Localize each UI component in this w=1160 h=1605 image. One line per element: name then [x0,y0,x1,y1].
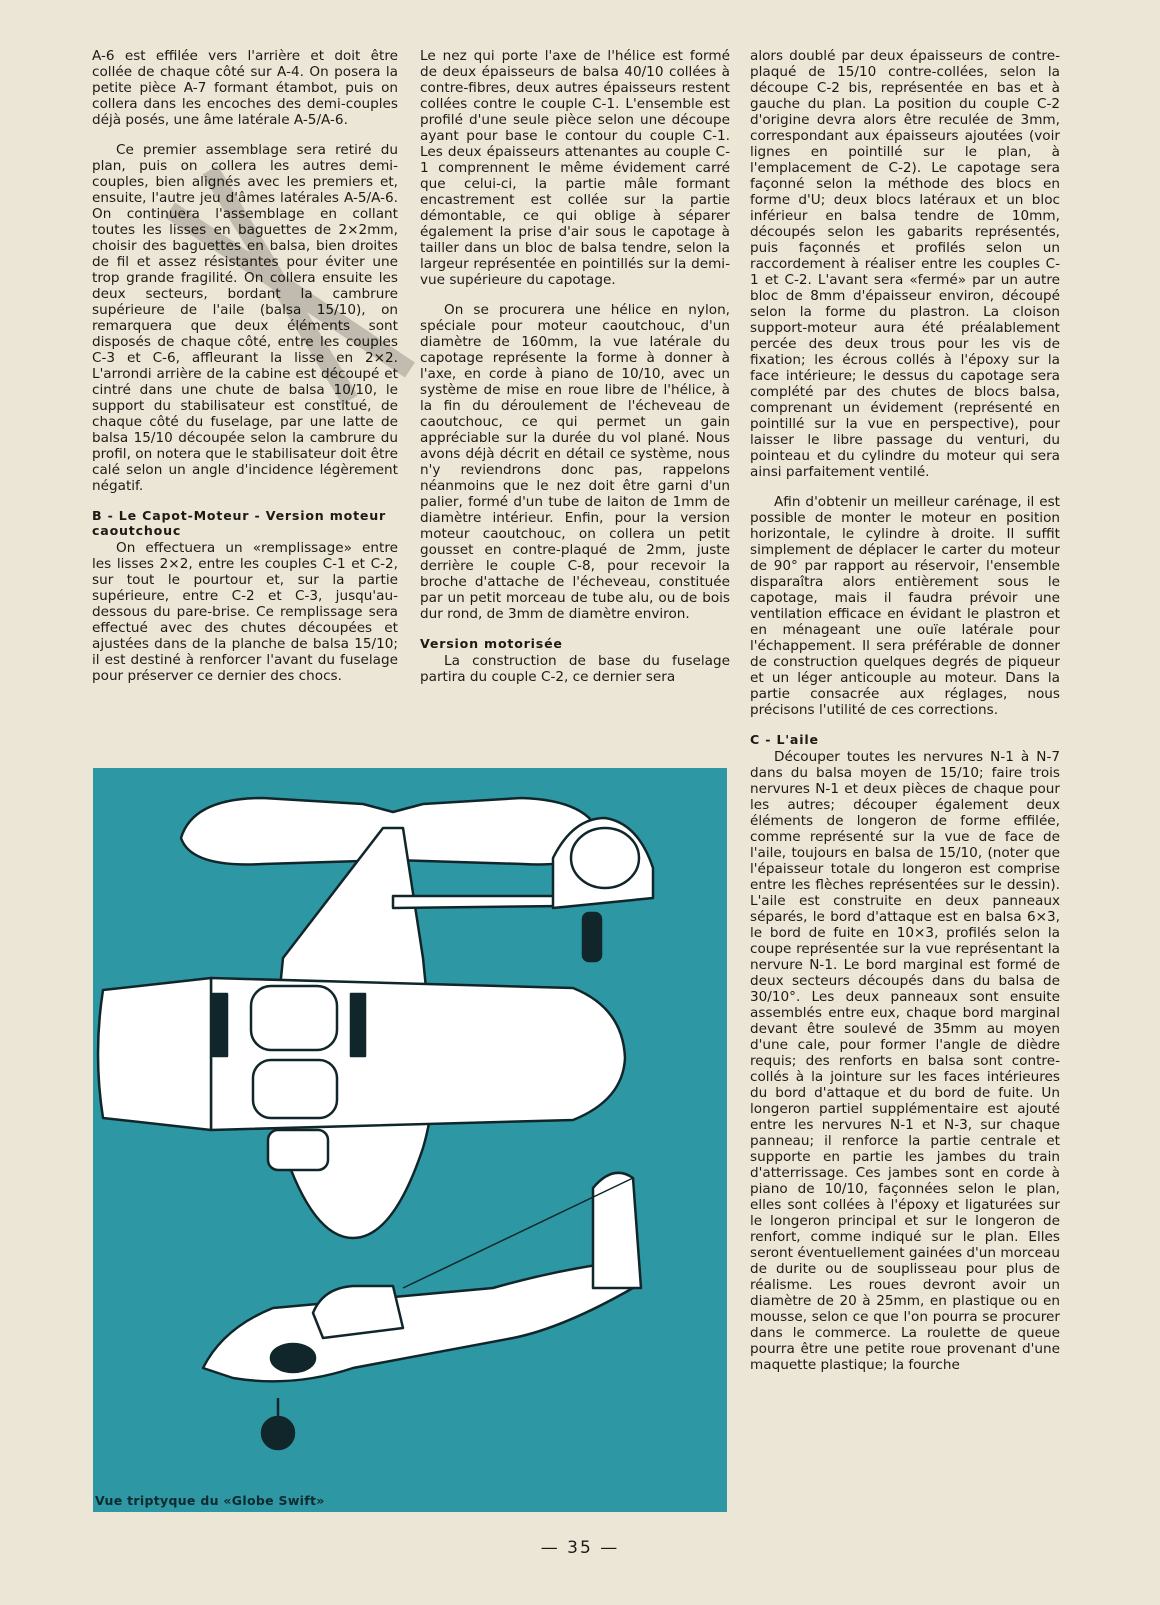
paragraph: On effectuera un «remplissage» entre les lisses 2×2, entre les couples C-1 et C-2, sur tout le pourtour et, sur la partie supérieure, entre C-2 et C-3, jusqu'au-dessous du pare-brise. Ce remplissage sera effectué avec des chutes découpées et ajustées dans de la planche de balsa 15/10; il est destiné à renforcer l'avant du fuselage pour préserver ce dernier des chocs. [92,540,398,684]
fin-side-view [593,1173,641,1288]
page-number: — 35 — [540,1538,620,1558]
paragraph: alors doublé par deux épaisseurs de contre-plaqué de 15/10 contre-collées, selon la découpe C-2 bis, représentée en bas et à gauche du plan. La position du couple C-2 d'origine devra alors être reculée de 3mm, correspondant aux épaisseurs ajoutées (voir lignes en pointillé sur le plan, à l'emplacement de C-2). Le capotage sera façonné selon la méthode des blocs en forme d'U; deux blocs latéraux et un bloc inférieur en balsa tendre de 10mm, découpés selon les gabarits représentés, puis façonnés et profilés selon un raccordement à réaliser entre les couples C-1 et C-2. L'avant sera «fermé» par un autre bloc de 8mm d'épaisseur environ, découpé selon la forme du plastron. La cloison support-moteur aura été préalablement percée des deux trous pour les vis de fixation; les écrous collés à l'époxy sur la face intérieure; le dessus du capotage sera complété par des chutes de blocs balsa, comprenant un évidement (représenté en pointillé sur la vue en perspective), pour laisser le libre passage du venturi, du pointeau et du cylindre du moteur qui sera ainsi parfaitement ventilé. [750,48,1060,480]
paragraph: Le nez qui porte l'axe de l'hélice est formé de deux épaisseurs de balsa 40/10 collées à contre-fibres, deux autres épaisseurs restent collées contre le couple C-1. L'ensemble est profilé d'une seule pièce selon une découpe ayant pour base le contour du couple C-1. Les deux épaisseurs attenantes au couple C-1 comprennent le même évidement carré que celui-ci, la partie mâle formant encastrement est collée sur la partie démontable, ce qui oblige à séparer également la prise d'air sous le capotage à tailler dans un bloc de balsa tendre, selon la largeur représentée en pointillés sur la demi-vue supérieure du capotage. [420,48,730,288]
stabilizer-front-view [393,896,563,908]
figure-caption: Vue triptyque du «Globe Swift» [95,1493,325,1508]
text-column-3 [750,48,1060,1387]
paragraph: Ce premier assemblage sera retiré du plan, puis on collera les autres demi-couples, bien alignés avec les premiers et, ensuite, l'autre jeu d'âmes latérales A-5/A-6. On continuera l'assemblage en collant toutes les lisses en baguettes de 2×2mm, choisir des baguettes en balsa, bien droites de fil et assez résistantes pour éviter une trop grande fragilité. On collera ensuite les deux secteurs, bordant la cambrure supérieure de l'aile (balsa 15/10), on remarquera que deux éléments sont disposés de chaque côté, entre les couples C-3 et C-6, affleurant la lisse en 2×2. L'arrondi arrière de la cabine est découpé et cintré dans une chute de balsa 10/10, le support du stabilisateur est constitué, de chaque côté du fuselage, par une latte de balsa 15/10 découpée selon la cambrure du profil, on notera que le stabilisateur doit être calé selon un angle d'incidence légèrement négatif. [92,142,398,494]
paragraph: Afin d'obtenir un meilleur carénage, il est possible de monter le moteur en position horizontale, le cylindre à droite. Il suffit simplement de déplacer le carter du moteur de 90° par rapport au réservoir, l'ensemble disparaîtra alors entièrement sous le capotage, mais il faudra prévoir une ventilation efficace en évidant le plastron et en ménageant une ouïe latérale pour l'échappement. Il sera préférable de donner de construction quelques degrés de piqueur et un léger anticouple au moteur. Dans la partie consacrée aux réglages, nous précisons l'utilité de ces corrections. [750,494,1060,718]
paragraph: La construction de base du fuselage partira du couple C-2, ce dernier sera [420,653,730,685]
fuselage-side-view [203,1260,633,1381]
section-heading: C - L'aile [750,732,819,747]
text-column-1 [92,48,398,698]
paragraph: On se procurera une hélice en nylon, spéciale pour moteur caoutchouc, d'un diamètre de 160mm, la vue latérale du capotage représente la forme à donner à l'axe, en corde à piano de 10/10, avec un système de mise en roue libre de l'hélice, à la fin du déroulement de l'écheveau de caoutchouc, ce qui permet un gain appréciable sur la durée du vol plané. Nous avons déjà décrit en détail ce système, nous n'y reviendrons donc pas, rappelons néanmoins que le nez doit être garni d'un palier, formé d'un tube de laiton de 1mm de diamètre intérieur. Enfin, pour la version moteur caoutchouc, on collera un petit gousset en contre-plaqué de 2mm, juste derrière le couple C-8, pour recevoir la broche d'attache de l'écheveau, constituée par un petit morceau de tube alu, ou de bois dur rond, de 3mm de diamètre environ. [420,302,730,622]
paragraph: A-6 est effilée vers l'arrière et doit être collée de chaque côté sur A-4. On posera la petite pièce A-7 formant étambot, puis on collera dans les encoches des demi-couples déjà posés, une âme latérale A-5/A-6. [92,48,398,128]
aircraft-drawing [93,768,727,1512]
three-view-drawing [93,768,727,1512]
section-heading: Version motorisée [420,636,563,651]
text-column-2 [420,48,730,699]
section-heading: B - Le Capot-Moteur - Version moteur caoutchouc [92,508,387,538]
paragraph: Découper toutes les nervures N-1 à N-7 dans du balsa moyen de 15/10; faire trois nervures N-1 et deux pièces de chaque pour les autres; découper également deux éléments de longeron de forme effilée, comme représenté sur la vue de face de l'aile, toujours en balsa de 15/10, (noter que l'épaisseur totale du longeron est comprise entre les flèches représentées sur le dessin). L'aile est construite en deux panneaux séparés, le bord d'attaque est en balsa 6×3, le bord de fuite en 10×3, profilés selon la coupe représentée sur la vue représentant la nervure N-1. Le bord marginal est formé de deux secteurs découpés dans du balsa de 30/10°. Les deux panneaux sont ensuite assemblés entre eux, chaque bord marginal devant être soulevé de 35mm au moyen d'une cale, pour former l'angle de dièdre requis; des renforts en balsa sont contre-collés à la jointure sur les faces intérieures du bord d'attaque et du bord de fuite. Un longeron partiel supplémentaire est ajouté entre les nervures N-1 et N-3, sur chaque panneau; il renforce la partie centrale et supporte en partie les jambes du train d'atterrissage. Ces jambes sont en corde à piano de 10/10, façonnées selon le plan, elles sont collées à l'époxy et ligaturées sur le longeron principal et sur le longeron de renfort, comme indiqué sur le plan. Elles seront éventuellement gainées d'un morceau de durite ou de souplisseau pour plus de réalisme. Les roues devront avoir un diamètre de 20 à 25mm, en plastique ou en mousse, selon ce que l'on pourra se procurer dans le commerce. La roulette de queue pourra être une petite roue provenant d'une maquette plastique; la fourche [750,749,1060,1373]
